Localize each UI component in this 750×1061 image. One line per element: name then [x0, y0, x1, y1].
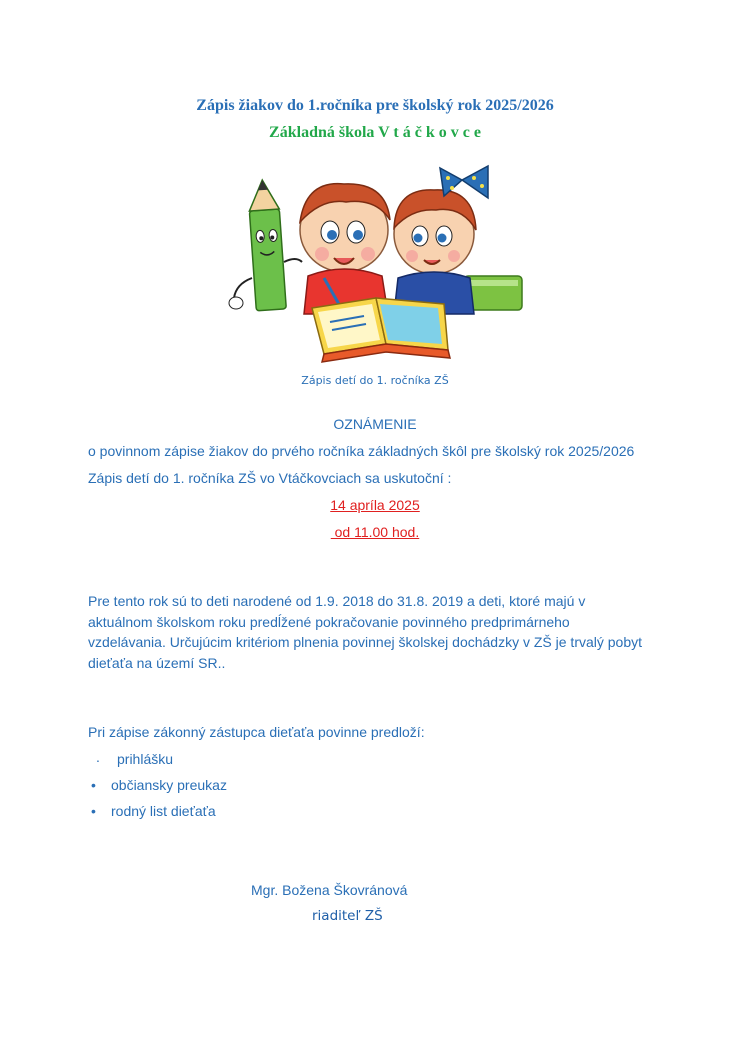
signatory-role: riaditeľ ZŠ	[312, 908, 383, 924]
list-item: prihlášku	[117, 751, 174, 767]
bullet-icon: •	[91, 803, 96, 819]
illustration-caption: Zápis detí do 1. ročníka ZŠ	[301, 374, 449, 387]
signatory-name: Mgr. Božena Škovránová	[251, 882, 408, 898]
announcement-heading: OZNÁMENIE	[333, 416, 417, 432]
bullet-icon: •	[91, 777, 96, 793]
school-name: Základná škola V t á č k o v c e	[269, 124, 481, 141]
document-title: Zápis žiakov do 1.ročníka pre školský rok 2025/2026	[196, 97, 554, 114]
enrollment-time: od 11.00 hod.	[330, 524, 420, 540]
announcement-subject: o povinnom zápise žiakov do prvého ročníka základných škôl pre školský rok 2025/2026	[88, 443, 635, 459]
announcement-when: Zápis detí do 1. ročníka ZŠ vo Vtáčkovciach sa uskutoční :	[88, 470, 452, 486]
eligibility-paragraph: Pre tento rok sú to deti narodené od 1.9. 2018 do 31.8. 2019 a deti, ktoré majú v aktuálnom školskom roku predĺžené pokračovanie povinného predprimárneho vzdelávania. Určujúcim kritériom plnenia povinnej školskej dochádzky v ZŠ je trvalý pobyt dieťaťa na území SR..	[88, 593, 643, 671]
list-item: rodný list dieťaťa	[111, 803, 216, 819]
documents-intro: Pri zápise zákonný zástupca dieťaťa povinne predloží:	[88, 724, 425, 740]
enrollment-date: 14 apríla 2025	[330, 497, 420, 513]
children-reading-book-illustration	[226, 158, 526, 368]
list-marker: .	[96, 749, 100, 765]
list-item: občiansky preukaz	[111, 777, 227, 793]
